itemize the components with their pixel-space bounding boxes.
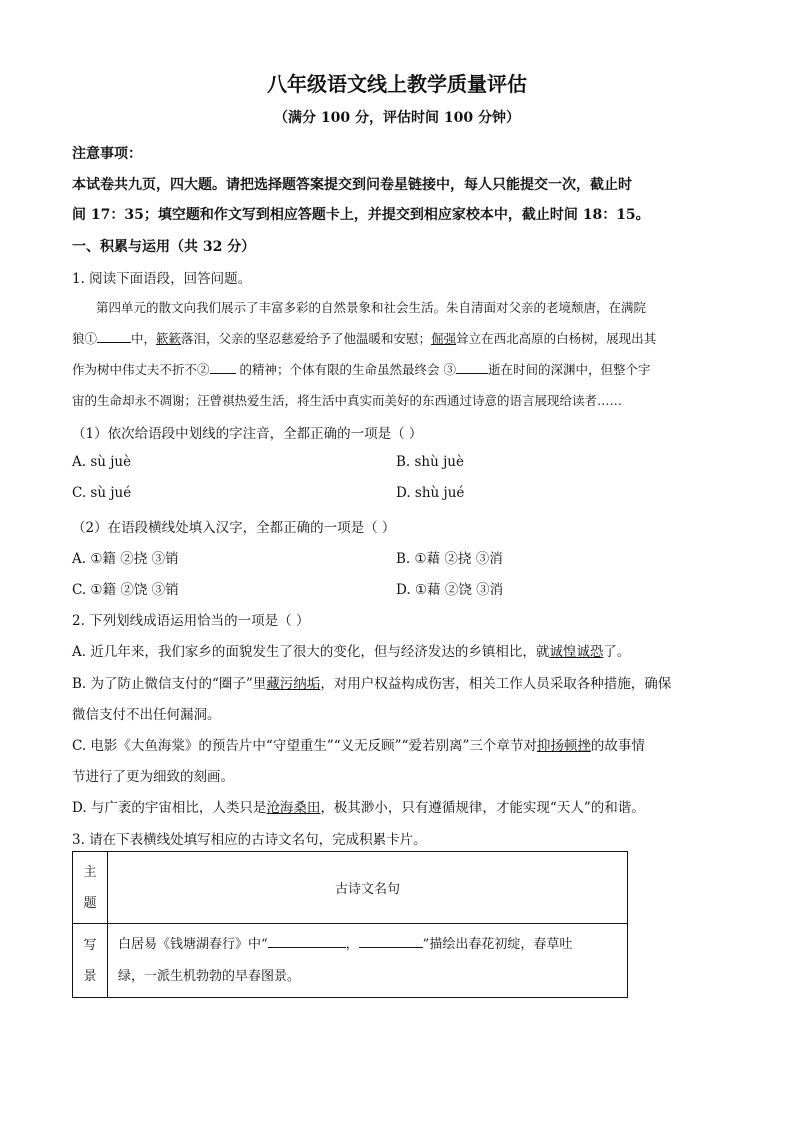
passage-text: 逝在时间的深渊中，但整个宇: [487, 362, 651, 377]
theme-char: 写: [83, 937, 97, 953]
option-a[interactable]: A. ①籍 ②挠 ③销: [72, 551, 179, 567]
quote-text: ，: [345, 936, 359, 952]
header-theme-cell: [73, 852, 108, 924]
question-2-stem: 2. 下列划线成语运用恰当的一项是（ ）: [72, 613, 310, 629]
answer-blank-3[interactable]: [456, 361, 488, 374]
option-c-line-2: 节进行了更为细致的刻画。: [72, 769, 234, 785]
option-b[interactable]: [72, 672, 671, 692]
question-3-stem: 3. 请在下表横线处填写相应的古诗文名句，完成积累卡片。: [72, 832, 427, 848]
option-text: C. 电影《大鱼海棠》的预告片中“守望重生”“义无反顾”“爱若别离”三个章节对: [72, 738, 537, 754]
theme-scenery-cell: [73, 924, 108, 998]
underlined-idiom: 藏污纳垢: [266, 676, 321, 692]
passage-line-4: 宙的生命却永不凋谢；汪曾祺热爱生活，将生活中真实而美好的东西通过诗意的语言展现给读者……: [72, 393, 623, 408]
option-text: B. 为了防止微信支付的“圈子”里: [72, 676, 267, 692]
theme-char: 景: [83, 968, 97, 984]
answer-blank-2[interactable]: [210, 361, 236, 374]
option-c[interactable]: [72, 734, 645, 754]
header-quote-cell: 古诗文名句: [108, 852, 628, 924]
option-c[interactable]: C. sù jué: [72, 485, 132, 501]
answer-blank-1[interactable]: [97, 330, 131, 343]
question-1-stem: 1. 阅读下面语段，回答问题。: [72, 271, 252, 287]
option-d[interactable]: D. shù jué: [396, 485, 465, 501]
notice-line-2: 间 17：35；填空题和作文写到相应答题卡上，并提交到相应家校本中，截止时间 18：15。: [72, 207, 650, 223]
quote-answer-cell: [108, 924, 628, 998]
option-a[interactable]: [72, 640, 630, 660]
page-title: 八年级语文线上教学质量评估: [267, 72, 527, 96]
notice-line-1: 本试卷共九页，四大题。请把选择题答案提交到问卷星链接中，每人只能提交一次，截止时: [72, 177, 632, 193]
option-c[interactable]: C. ①籍 ②饶 ③销: [72, 582, 179, 598]
answer-blank-4[interactable]: [268, 935, 346, 948]
option-text: D. 与广袤的宇宙相比，人类只是: [72, 800, 267, 816]
option-b[interactable]: B. shù juè: [396, 454, 464, 470]
option-d[interactable]: D. ①藉 ②饶 ③消: [396, 582, 504, 598]
passage-text: 的精神；个体有限的生命虽然最终会 ③: [235, 362, 456, 377]
notice-heading: 注意事项：: [72, 146, 142, 162]
passage-text: 落泪，父亲的坚忍慈爱给予了他温暖和安慰；: [181, 331, 432, 346]
option-b[interactable]: B. ①藉 ②挠 ③消: [396, 551, 503, 567]
header-theme-char: 题: [83, 895, 97, 911]
accumulation-card-table: [72, 851, 628, 998]
header-theme-char: 主: [83, 864, 97, 880]
section-heading: 一、积累与运用（共 32 分）: [72, 239, 256, 255]
option-text: ，对用户权益构成伤害，相关工作人员采取各种措施，确保: [320, 676, 672, 692]
option-text: 的故事情: [590, 738, 645, 754]
option-text: A. 近几年来，我们家乡的面貌发生了很大的变化，但与经济发达的乡镇相比，就: [72, 644, 550, 660]
underlined-idiom: 诚惶诚恐: [549, 644, 604, 660]
question-1-2-stem: （2）在语段横线处填入汉字，全都正确的一项是（ ）: [72, 520, 396, 536]
passage-text: 耸立在西北高原的白杨树，展现出其: [456, 331, 657, 346]
passage-text: 作为树中伟丈夫不折不②: [72, 362, 210, 377]
underlined-idiom: 抑扬顿挫: [536, 738, 591, 754]
passage-text: 中，: [131, 331, 157, 346]
option-text: ，极其渺小，只有遵循规律，才能实现“天人”的和谐。: [320, 800, 645, 816]
answer-blank-5[interactable]: [359, 935, 423, 948]
passage-line-2: [72, 329, 656, 347]
passage-line-3: [72, 360, 650, 378]
option-a[interactable]: A. sù juè: [72, 454, 132, 470]
option-text: 了。: [603, 644, 631, 660]
option-b-line-2: 微信支付不出任何漏洞。: [72, 707, 221, 723]
page-subtitle: （满分 100 分，评估时间 100 分钟）: [274, 110, 520, 126]
option-d[interactable]: [72, 796, 645, 816]
quote-text: ”描绘出春花初绽，春草吐: [422, 936, 573, 952]
quote-line-1: [118, 929, 617, 961]
underlined-word-susu: 簌簌: [156, 331, 182, 346]
quote-line-2: 绿，一派生机勃勃的早春图景。: [118, 968, 301, 984]
underlined-idiom: 沧海桑田: [266, 800, 321, 816]
underlined-word-juejiang: 倔强: [431, 331, 457, 346]
passage-text: 狼①: [72, 331, 98, 346]
passage-line-1: 第四单元的散文向我们展示了丰富多彩的自然景象和社会生活。朱自清面对父亲的老境颓唐，在满院: [96, 300, 647, 315]
question-1-1-stem: （1）依次给语段中划线的字注音，全都正确的一项是（ ）: [72, 426, 423, 442]
quote-text: 白居易《钱塘湖春行》中“: [118, 936, 268, 952]
